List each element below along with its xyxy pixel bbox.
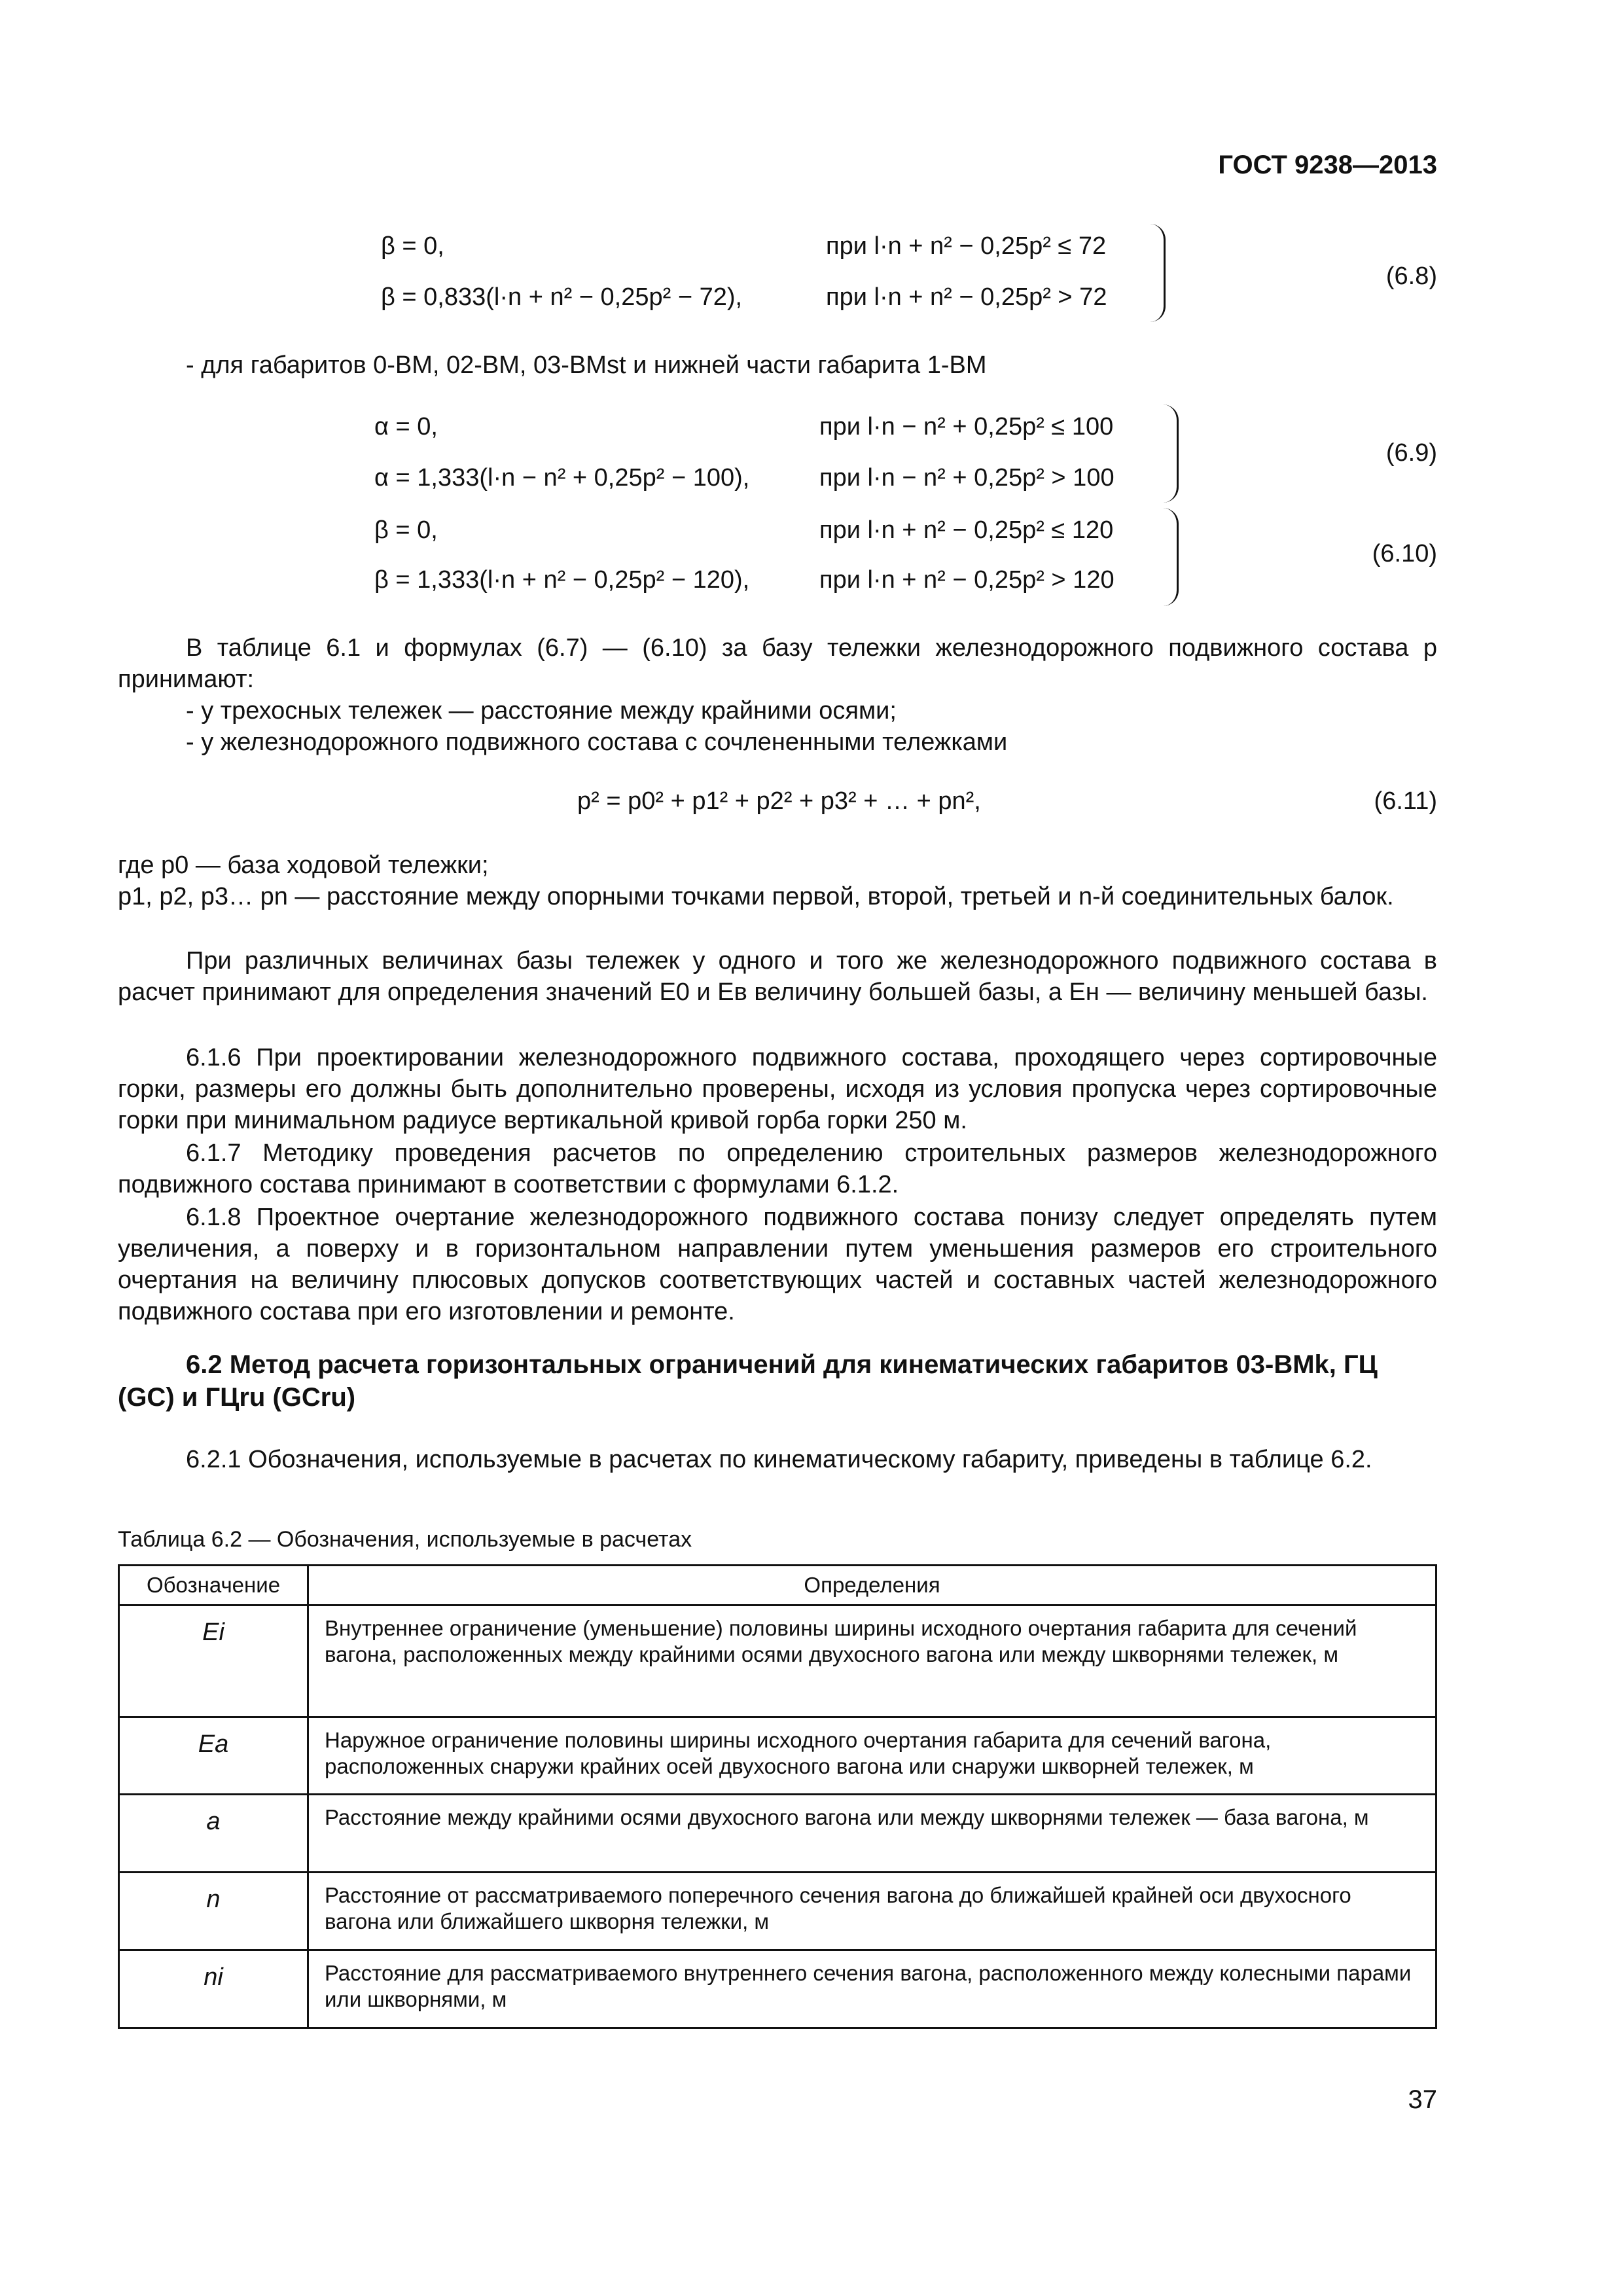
table-cell-symbol: Ei	[119, 1605, 308, 1717]
formula-6-9-cond2: при l·n − n² + 0,25p² > 100	[819, 464, 1115, 492]
table-cell-definition: Расстояние для рассматриваемого внутреннего сечения вагона, расположенного между колесными парами или шкворнями, м	[308, 1950, 1436, 2028]
formula-6-8-line2: β = 0,833(l·n + n² − 0,25p² − 72),	[381, 283, 743, 311]
table-row	[119, 1717, 1436, 1795]
formula-6-10-brace	[1160, 508, 1179, 606]
formula-6-9-line1: α = 0,	[374, 413, 438, 440]
table-6-2-grid	[118, 1564, 1437, 2029]
paragraph-6-1-6: 6.1.6 При проектировании железнодорожного подвижного состава, проходящего через сортировочные горки, размеры его должны быть дополнительно проверены, исходя из условия пропуска через сортировочные горки при минимальном радиусе вертикальной кривой горба горки 250 м.	[118, 1044, 1437, 1134]
table-6-2	[118, 1564, 1437, 2029]
formula-6-9-number: (6.9)	[1385, 439, 1437, 467]
paragraph-6-2-1: 6.2.1 Обозначения, используемые в расчетах по кинематическому габариту, приведены в таблице 6.2.	[186, 1446, 1372, 1473]
table-row	[119, 1605, 1436, 1717]
formula-6-8-line1: β = 0,	[381, 232, 444, 260]
table-row	[119, 1795, 1436, 1873]
list-item-three-axle: - у трехосных тележек — расстояние между крайними осями;	[186, 697, 897, 725]
table-row	[119, 1873, 1436, 1950]
table-header-definition: Определения	[308, 1566, 1436, 1605]
table-header-symbol: Обозначение	[119, 1566, 308, 1605]
table-cell-symbol: Ea	[119, 1717, 308, 1795]
where-p0: где p0 — база ходовой тележки;	[118, 852, 489, 879]
formula-6-9-cond1: при l·n − n² + 0,25p² ≤ 100	[819, 413, 1114, 440]
table-cell-definition: Расстояние между крайними осями двухосного вагона или между шкворнями тележек — база вагона, м	[308, 1795, 1436, 1873]
formula-6-10-line1: β = 0,	[374, 516, 438, 544]
table-cell-symbol: n	[119, 1873, 308, 1950]
table-header-row	[119, 1566, 1436, 1605]
paragraph-different-bases: При различных величинах базы тележек у одного и того же железнодорожного подвижного состава в расчет принимают для определения значений E0 и Eв величину большей базы, а Eн — величину меньшей базы.	[118, 947, 1437, 1006]
intro-6-9	[186, 350, 987, 381]
table-cell-symbol: ni	[119, 1950, 308, 2028]
section-heading-6-2: 6.2 Метод расчета горизонтальных ограничений для кинематических габаритов 03-ВМk, ГЦ (GC) и ГЦru (GCru)	[118, 1350, 1378, 1412]
page-number: 37	[1408, 2085, 1437, 2114]
table-cell-symbol: a	[119, 1795, 308, 1873]
formula-6-9-brace	[1160, 404, 1179, 503]
paragraph-base-p: В таблице 6.1 и формулах (6.7) — (6.10) за базу тележки железнодорожного подвижного состава p принимают:	[118, 634, 1437, 693]
paragraph-6-1-8: 6.1.8 Проектное очертание железнодорожного подвижного состава понизу следует определять путем увеличения, а поверху и в горизонтальном направлении путем уменьшения размеров его строительного очертания на величину плюсовых допусков соответствующих частей и составных частей железнодорожного подвижного состава при его изготовлении и ремонте.	[118, 1204, 1437, 1325]
table-cell-definition: Расстояние от рассматриваемого поперечного сечения вагона до ближайшей крайней оси двухосного вагона или ближайшего шкворня тележки, м	[308, 1873, 1436, 1950]
formula-6-8-cond2: при l·n + n² − 0,25p² > 72	[826, 283, 1107, 311]
paragraph-6-1-7: 6.1.7 Методику проведения расчетов по определению строительных размеров железнодорожного подвижного состава принимают в соответствии с формулами 6.1.2.	[118, 1139, 1437, 1198]
formula-6-8-cond1: при l·n + n² − 0,25p² ≤ 72	[826, 232, 1107, 260]
table-cell-definition: Внутреннее ограничение (уменьшение) половины ширины исходного очертания габарита для сечений вагона, расположенных между крайними осями двухосного вагона или между шкворнями тележек, м	[308, 1605, 1436, 1717]
formula-6-11-number: (6.11)	[1374, 787, 1437, 815]
intro-6-9-text: - для габаритов 0-ВМ, 02-ВМ, 03-ВМst и нижней части габарита 1-ВМ	[186, 351, 987, 379]
formula-6-10-cond2: при l·n + n² − 0,25p² > 120	[819, 566, 1115, 594]
list-item-articulated: - у железнодорожного подвижного состава с сочлененными тележками	[186, 728, 1008, 756]
table-cell-definition: Наружное ограничение половины ширины исходного очертания габарита для сечений вагона, расположенных снаружи крайних осей двухосного вагона или снаружи шкворней тележек, м	[308, 1717, 1436, 1795]
table-row	[119, 1950, 1436, 2028]
table-caption: Таблица 6.2 — Обозначения, используемые в расчетах	[118, 1527, 692, 1552]
formula-6-8-number: (6.8)	[1385, 262, 1437, 290]
formula-6-10-number: (6.10)	[1372, 540, 1437, 567]
formula-6-10-line2: β = 1,333(l·n + n² − 0,25p² − 120),	[374, 566, 750, 594]
formula-6-10-cond1: при l·n + n² − 0,25p² ≤ 120	[819, 516, 1114, 544]
formula-6-9-line2: α = 1,333(l·n − n² + 0,25p² − 100),	[374, 464, 750, 492]
document-header: ГОСТ 9238—2013	[1218, 151, 1437, 179]
formula-6-8-brace	[1147, 224, 1166, 322]
where-pn: p1, p2, p3… pn — расстояние между опорными точками первой, второй, третьей и n-й соединительных балок.	[118, 883, 1394, 910]
formula-6-11: p² = p0² + p1² + p2² + p3² + … + pn²,	[577, 787, 981, 815]
